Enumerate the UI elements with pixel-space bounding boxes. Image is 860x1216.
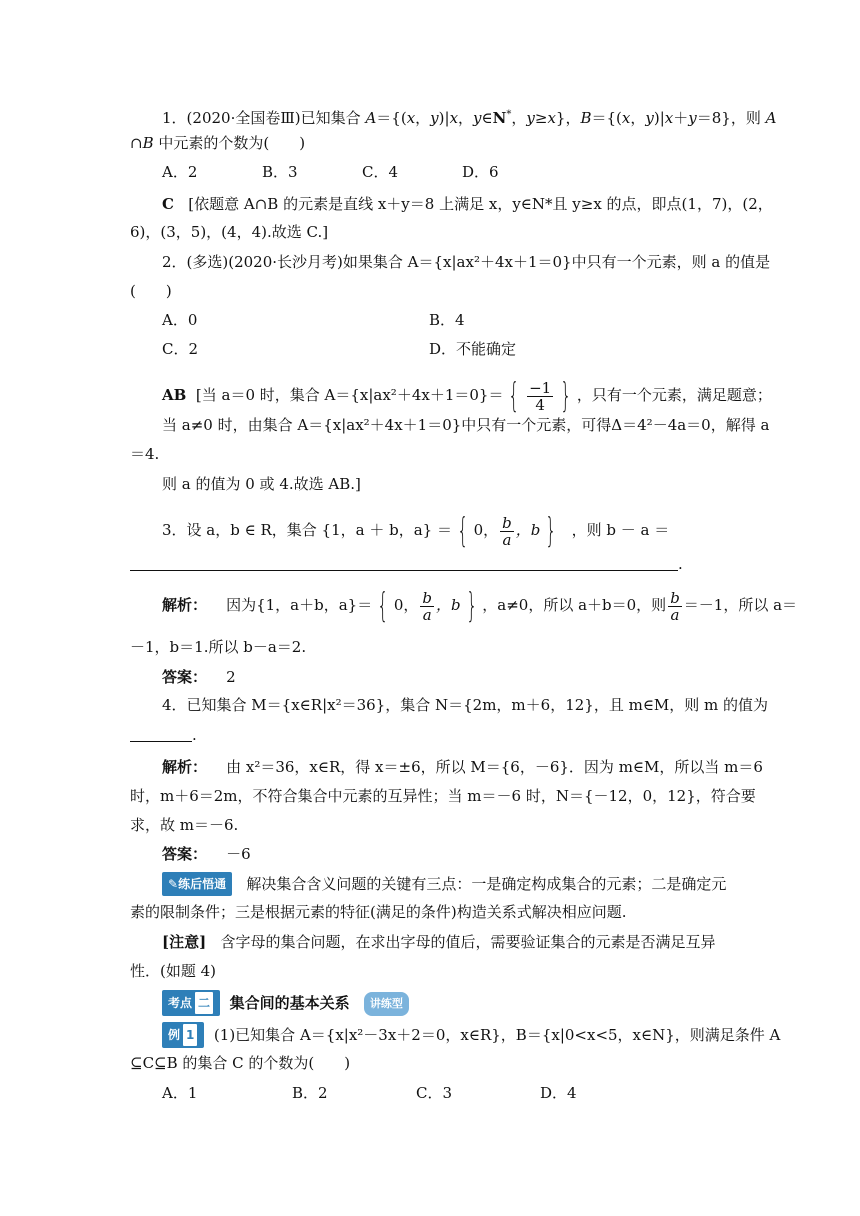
fraction bbox=[527, 380, 553, 413]
example1-line1 bbox=[162, 1022, 780, 1048]
note-label: [注意] bbox=[162, 933, 207, 951]
note-line2: 性．(如题 4) bbox=[130, 962, 217, 980]
text: ＝{( bbox=[376, 109, 407, 127]
tips-tag bbox=[162, 872, 232, 896]
text: ，b bbox=[436, 596, 461, 614]
text: ∈ bbox=[481, 109, 493, 127]
q2-answer-line1 bbox=[162, 376, 772, 416]
example-tag-label: 例 bbox=[168, 1028, 181, 1042]
text: 0， bbox=[393, 596, 419, 614]
daan-value: 2 bbox=[226, 668, 236, 686]
text: [当 a＝0 时，集合 A＝{x|ax²＋4x＋1＝0}＝ bbox=[195, 386, 504, 404]
q2-stem-line2: ( ) bbox=[130, 282, 172, 300]
jiexi-label: 解析： bbox=[162, 758, 208, 776]
text: 中元素的个数为( ) bbox=[153, 134, 306, 152]
fraction bbox=[420, 590, 434, 623]
text: ＝{( bbox=[591, 109, 622, 127]
text: 0， bbox=[473, 521, 499, 539]
text: x bbox=[621, 109, 631, 127]
answer-label: AB bbox=[162, 386, 187, 404]
fraction bbox=[500, 515, 514, 548]
section-title: 集合间的基本关系 bbox=[229, 994, 350, 1012]
text: ＝－1，所以 a＝ bbox=[683, 596, 798, 614]
numerator: b bbox=[502, 513, 512, 532]
text: B bbox=[580, 109, 592, 127]
denominator: a bbox=[502, 530, 512, 549]
q4-blank-line: . bbox=[130, 724, 197, 746]
kaodian-label: 考点 bbox=[168, 996, 193, 1010]
type-pill: 讲练型 bbox=[364, 992, 409, 1016]
text: N bbox=[492, 109, 507, 127]
text: )| bbox=[438, 109, 450, 127]
answer-text: [依题意 A∩B 的元素是直线 x＋y＝8 上满足 x，y∈N*且 y≥x 的点，即点(1，7)，(2， bbox=[188, 195, 773, 213]
text: 1．(2020·全国卷Ⅲ)已知集合 bbox=[162, 109, 366, 127]
q2-option-a[interactable]: A．0 bbox=[162, 311, 198, 329]
text: A bbox=[365, 109, 377, 127]
answer-label: C bbox=[162, 195, 174, 213]
text: 因为{1，a＋b，a}＝ bbox=[226, 596, 373, 614]
q2-stem-line1: 2．(多选)(2020·长沙月考)如果集合 A＝{x|ax²＋4x＋1＝0}中只有一个元素，则 a 的值是 bbox=[162, 253, 771, 271]
q1-answer-line1 bbox=[162, 193, 773, 215]
answer-blank[interactable] bbox=[130, 556, 678, 571]
q1-option-c[interactable]: C．4 bbox=[362, 163, 399, 181]
q2-answer-line3: ＝4. bbox=[130, 445, 160, 463]
text: 含字母的集合问题，在求出字母的值后，需要验证集合的元素是否满足互异 bbox=[220, 933, 716, 951]
text: ，a≠0，所以 a＋b＝0，则 bbox=[482, 596, 667, 614]
text: }， bbox=[555, 109, 581, 127]
text: y bbox=[688, 109, 697, 127]
text: x bbox=[449, 109, 459, 127]
denominator: 4 bbox=[535, 395, 545, 414]
text: ， bbox=[511, 109, 527, 127]
brace-right: } bbox=[545, 511, 557, 551]
q3-jiexi-line2: －1，b＝1.所以 b－a＝2. bbox=[130, 638, 307, 656]
tips-line1 bbox=[162, 872, 726, 896]
q1-option-d[interactable]: D．6 bbox=[462, 163, 499, 181]
text: * bbox=[506, 109, 512, 120]
denominator: a bbox=[670, 605, 680, 624]
q4-jiexi-line2: 时，m＋6＝2m，不符合集合中元素的互异性；当 m＝－6 时，N＝{－12，0，12}，符合要 bbox=[130, 787, 756, 805]
text: x bbox=[547, 109, 556, 127]
text: (1)已知集合 A＝{x|x²－3x＋2＝0，x∈R}，B＝{x|0<x<5，x∈N}，则满足条件 A bbox=[213, 1026, 781, 1044]
tips-tag-label: 练后悟通 bbox=[178, 877, 227, 891]
text: ，则 b － a ＝ bbox=[571, 521, 670, 539]
lightbulb-icon: ✎ bbox=[168, 877, 179, 891]
text: A bbox=[765, 109, 777, 127]
text: ， bbox=[630, 109, 646, 127]
text: x bbox=[664, 109, 674, 127]
q3-stem-line1 bbox=[162, 511, 670, 551]
ex1-option-d[interactable]: D．4 bbox=[540, 1084, 577, 1102]
q4-stem-line1: 4．已知集合 M＝{x∈R|x²＝36}，集合 N＝{2m，m＋6，12}，且 m∈M，则 m 的值为 bbox=[162, 696, 769, 714]
example-tag bbox=[162, 1022, 204, 1048]
text: ＋ bbox=[673, 109, 689, 127]
brace-right: } bbox=[560, 376, 572, 416]
ex1-option-b[interactable]: B．2 bbox=[292, 1084, 328, 1102]
kaodian-tag bbox=[162, 990, 220, 1016]
text: ∩ bbox=[130, 134, 143, 152]
q2-answer-line2: 当 a≠0 时，由集合 A＝{x|ax²＋4x＋1＝0}中只有一个元素，可得Δ＝4²－4a＝0，解得 a bbox=[162, 416, 770, 434]
fraction bbox=[668, 590, 682, 623]
text: ＝8}，则 bbox=[696, 109, 766, 127]
q4-jiexi-line1 bbox=[162, 756, 763, 778]
text: y bbox=[430, 109, 439, 127]
q3-blank-line: . bbox=[130, 553, 683, 575]
daan-label: 答案： bbox=[162, 845, 208, 863]
text: y bbox=[645, 109, 654, 127]
q2-option-d[interactable]: D．不能确定 bbox=[429, 340, 517, 358]
q1-option-b[interactable]: B．3 bbox=[262, 163, 298, 181]
daan-label: 答案： bbox=[162, 668, 208, 686]
ex1-option-a[interactable]: A．1 bbox=[162, 1084, 198, 1102]
daan-value: －6 bbox=[226, 845, 251, 863]
numerator: b bbox=[670, 588, 680, 607]
q4-jiexi-line3: 求，故 m＝－6. bbox=[130, 816, 239, 834]
text: 解决集合含义问题的关键有三点：一是确定构成集合的元素；二是确定元 bbox=[246, 875, 727, 893]
denominator: a bbox=[422, 605, 432, 624]
text: x bbox=[406, 109, 416, 127]
q2-answer-line4: 则 a 的值为 0 或 4.故选 AB.] bbox=[162, 475, 361, 493]
text: ， bbox=[458, 109, 474, 127]
jiexi-label: 解析： bbox=[162, 596, 208, 614]
numerator: −1 bbox=[529, 378, 552, 397]
q1-option-a[interactable]: A．2 bbox=[162, 163, 198, 181]
note-line1 bbox=[162, 931, 716, 953]
brace-left: { bbox=[457, 511, 469, 551]
ex1-option-c[interactable]: C．3 bbox=[416, 1084, 453, 1102]
text: ≥ bbox=[534, 109, 548, 127]
brace-right: } bbox=[466, 586, 477, 626]
brace-left: { bbox=[377, 586, 389, 626]
text: B bbox=[142, 134, 154, 152]
tips-line2: 素的限制条件；三是根据元素的特征(满足的条件)构造关系式解决相应问题. bbox=[130, 903, 627, 921]
kaodian-number: 二 bbox=[194, 991, 214, 1015]
text: 3．设 a，b ∈ R，集合 {1，a ＋ b，a} ＝ bbox=[162, 521, 452, 539]
q2-option-b[interactable]: B．4 bbox=[429, 311, 465, 329]
example1-line2: ⊆C⊆B 的集合 C 的个数为( ) bbox=[130, 1054, 351, 1072]
q3-jiexi-line1 bbox=[162, 586, 798, 626]
section-heading bbox=[162, 990, 409, 1016]
text: )| bbox=[653, 109, 665, 127]
q1-stem-line2 bbox=[130, 132, 305, 154]
example-tag-number: 1 bbox=[182, 1023, 198, 1047]
text: ， bbox=[415, 109, 431, 127]
q3-answer bbox=[162, 666, 236, 688]
text: y bbox=[473, 109, 482, 127]
brace-left: { bbox=[508, 376, 520, 416]
text: ，只有一个元素，满足题意； bbox=[576, 386, 772, 404]
q1-answer-line2: 6)，(3，5)，(4，4).故选 C.] bbox=[130, 223, 329, 241]
q2-option-c[interactable]: C．2 bbox=[162, 340, 199, 358]
q4-answer bbox=[162, 843, 251, 865]
q1-stem-line1 bbox=[162, 104, 776, 129]
text: 由 x²＝36，x∈R，得 x＝±6，所以 M＝{6，－6}．因为 m∈M，所以当 m＝6 bbox=[226, 758, 763, 776]
numerator: b bbox=[422, 588, 433, 607]
answer-blank[interactable] bbox=[130, 727, 192, 742]
text: y bbox=[526, 109, 535, 127]
text: ，b bbox=[515, 521, 541, 539]
